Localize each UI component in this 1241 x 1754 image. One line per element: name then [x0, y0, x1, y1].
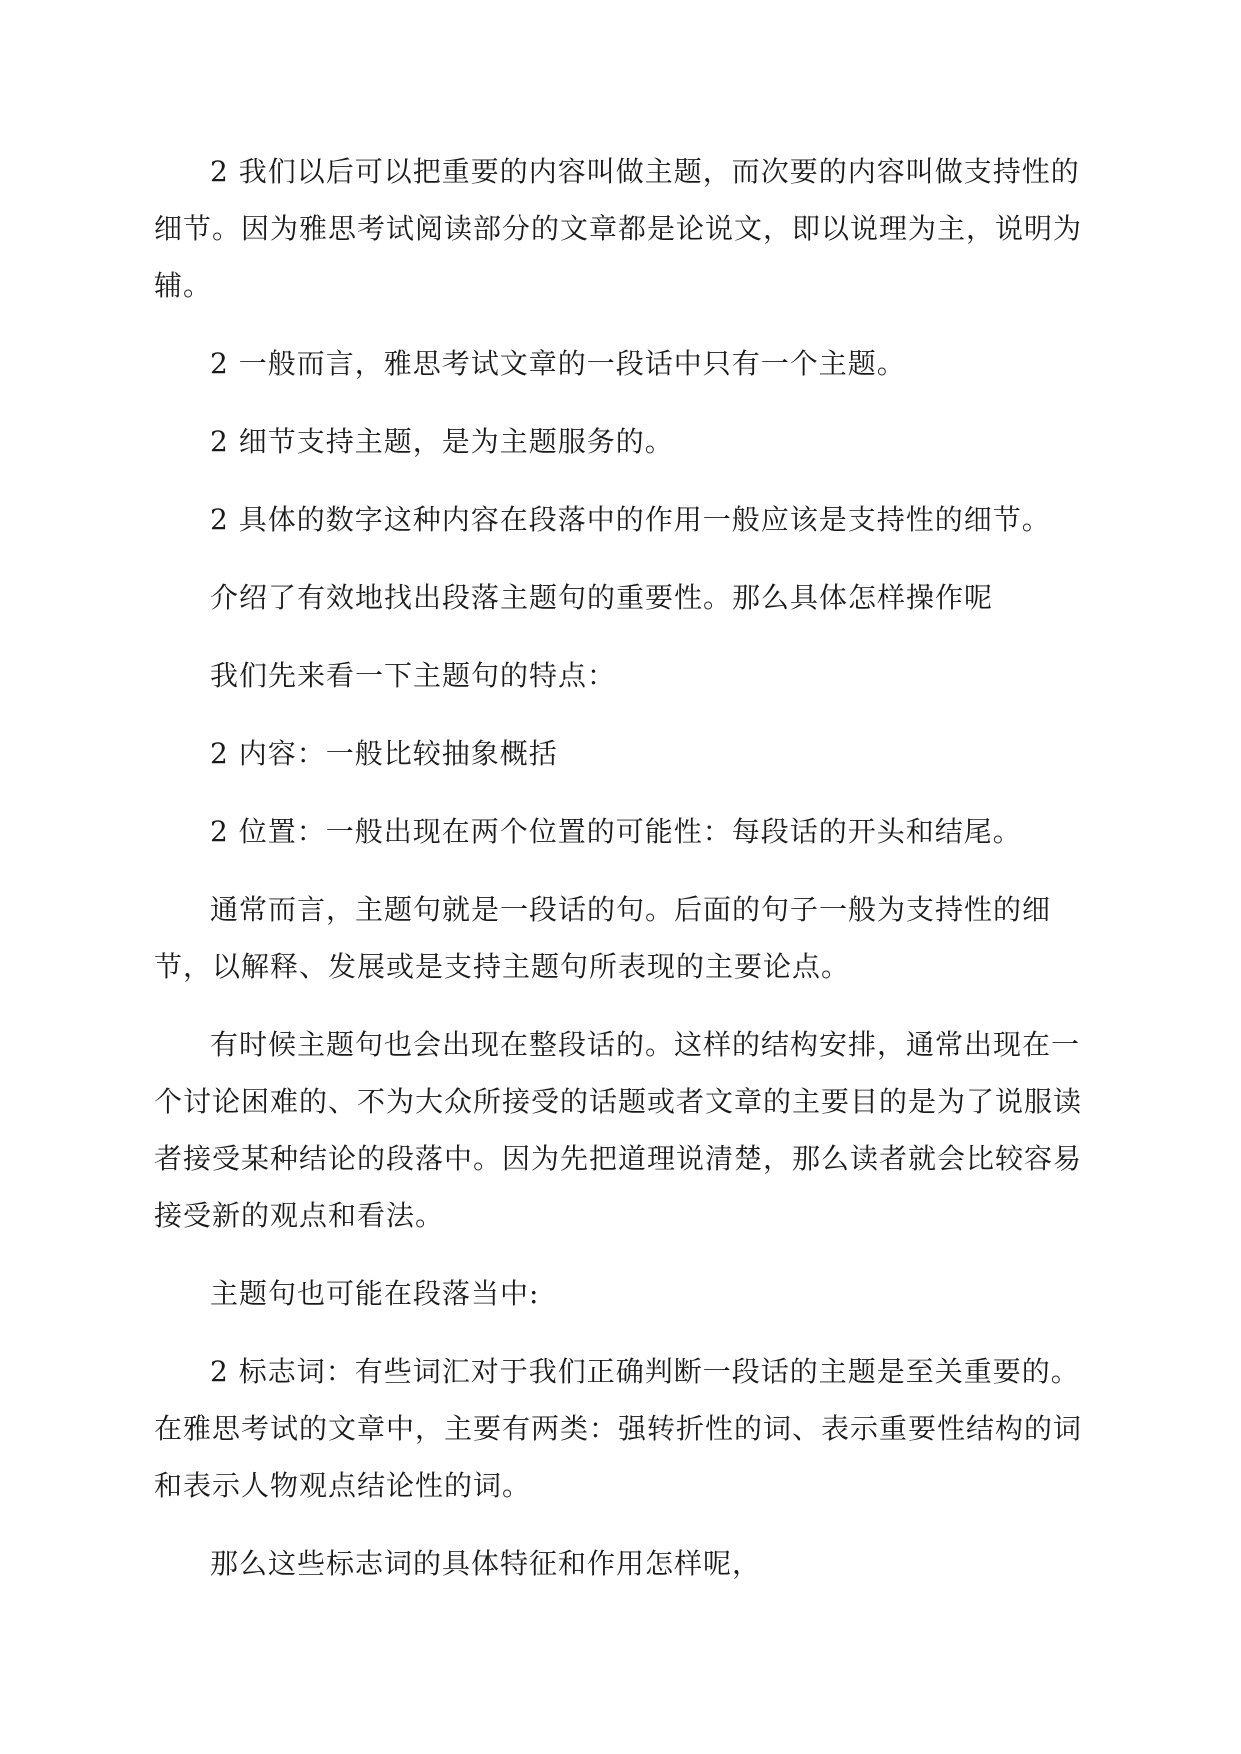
paragraph-2: 2 一般而言，雅思考试文章的一段话中只有一个主题。: [210, 347, 906, 380]
paragraph-6: 我们先来看一下主题句的特点：: [210, 659, 617, 692]
paragraph-4: 2 具体的数字这种内容在段落中的作用一般应该是支持性的细节。: [210, 503, 1051, 536]
paragraph-9: 通常而言，主题句就是一段话的句。后面的句子一般为支持性的细节，以解释、发展或是支持主题句所表现的主要论点。: [154, 893, 1052, 983]
paragraph-12: 2 标志词：有些词汇对于我们正确判断一段话的主题是至关重要的。在雅思考试的文章中，主要有两类：强转折性的词、表示重要性结构的词和表示人物观点结论性的词。: [154, 1355, 1083, 1502]
document-body: [154, 143, 1088, 1613]
paragraph-1: 2 我们以后可以把重要的内容叫做主题，而次要的内容叫做支持性的细节。因为雅思考试阅读部分的文章都是论说文，即以说理为主，说明为辅。: [154, 155, 1083, 302]
paragraph-5: 介绍了有效地找出段落主题句的重要性。那么具体怎样操作呢: [210, 581, 994, 614]
paragraph-8: 2 位置：一般出现在两个位置的可能性：每段话的开头和结尾。: [210, 815, 1022, 848]
paragraph-10: 有时候主题句也会出现在整段话的。这样的结构安排，通常出现在一个讨论困难的、不为大众所接受的话题或者文章的主要目的是为了说服读者接受某种结论的段落中。因为先把道理说清楚，那么读者就会比较容易接受新的观点和看法。: [154, 1028, 1083, 1232]
paragraph-13: 那么这些标志词的具体特征和作用怎样呢，: [210, 1547, 762, 1580]
paragraph-7: 2 内容：一般比较抽象概括: [210, 737, 558, 770]
paragraph-11: 主题句也可能在段落当中:: [210, 1277, 540, 1310]
paragraph-3: 2 细节支持主题，是为主题服务的。: [210, 425, 674, 458]
